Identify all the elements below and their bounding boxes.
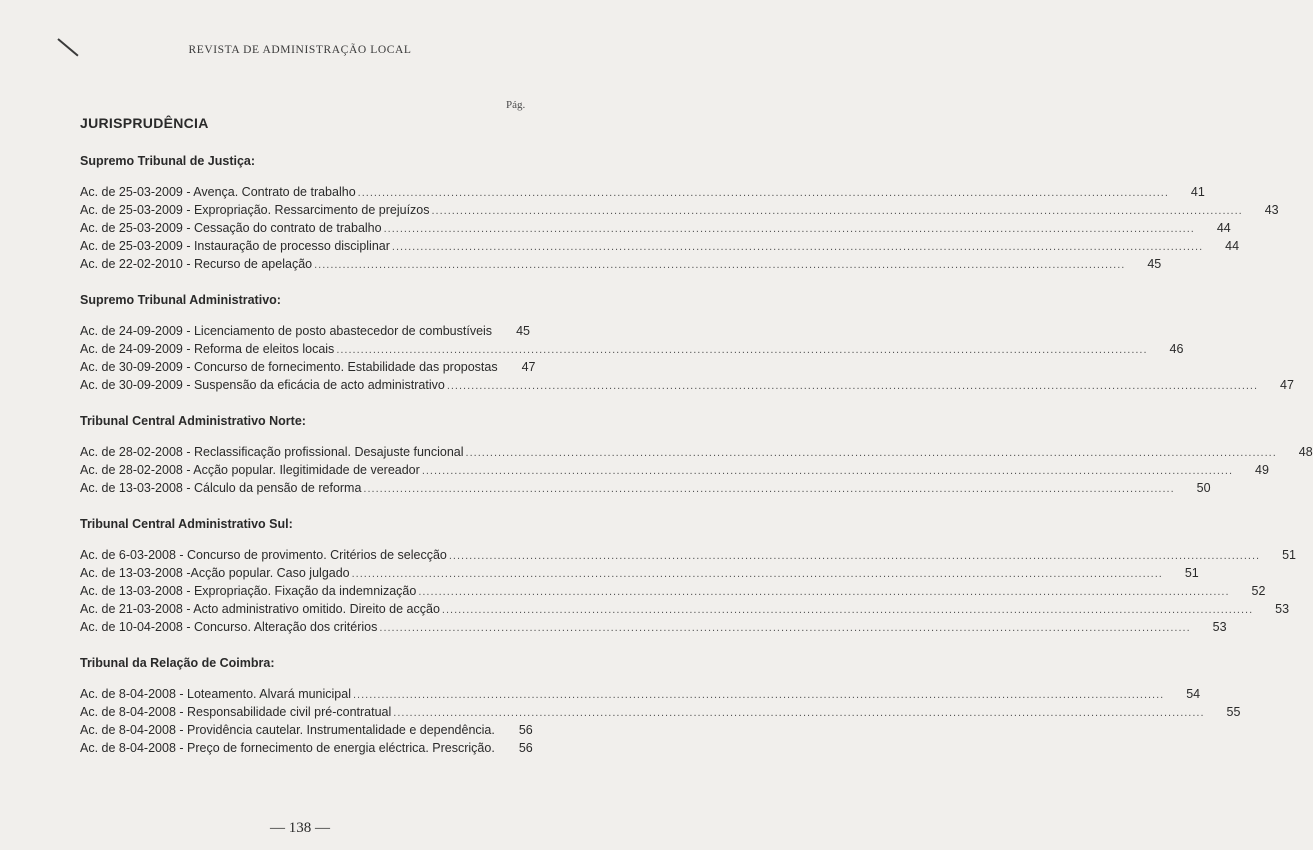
toc-entry: [80, 618, 1227, 636]
toc-entry: [80, 340, 1184, 358]
toc-entry: [80, 322, 528, 340]
dot-leader: ........................................................................................................................................................................................................: [353, 689, 1165, 701]
page-column-label: Pág.: [506, 99, 526, 111]
entry-text: Ac. de 28-02-2008 - Reclassificação profissional. Desajuste funcional: [80, 445, 464, 459]
entry-page-number: 53: [1275, 602, 1290, 616]
entry-text: Ac. de 13-03-2008 - Cálculo da pensão de reforma: [80, 481, 362, 495]
entry-page-number: 49: [1255, 463, 1269, 477]
entry-text: Ac. de 28-02-2008 - Acção popular. Ilegitimidade de vereador: [80, 463, 420, 477]
dot-leader: ........................................................................................................................................................................................................: [446, 380, 1259, 392]
court-section: [80, 515, 1296, 636]
toc-entry: [80, 546, 1296, 564]
entry-page-number: 44: [1225, 239, 1240, 253]
toc-entry: [80, 479, 1211, 497]
dot-leader: ........................................................................................................................................................................................................: [351, 568, 1163, 580]
dot-leader: ........................................................................................................................................................................................................: [431, 205, 1243, 217]
entry-page-number: 47: [1280, 378, 1294, 392]
entry-page-number: 43: [1264, 203, 1279, 217]
dot-leader: ........................................................................................................................................................................................................: [383, 223, 1195, 235]
toc-entry: [80, 685, 1201, 703]
entry-page-number: 41: [1190, 185, 1205, 199]
toc-entry: [80, 219, 1231, 237]
entry-text: Ac. de 25-03-2009 - Avença. Contrato de trabalho: [80, 185, 356, 199]
entry-page-number: 48: [1298, 445, 1313, 459]
entry-text: Ac. de 25-03-2009 - Instauração de processo disciplinar: [80, 239, 390, 253]
entry-text: Ac. de 10-04-2008 - Concurso. Alteração dos critérios: [80, 620, 378, 634]
dot-leader: ........................................................................................................................................................................................................: [448, 550, 1261, 562]
entry-page-number: 47: [521, 360, 536, 374]
entry-page-number: 56: [518, 741, 533, 755]
dot-leader: ........................................................................................................................................................................................................: [314, 259, 1126, 271]
entry-page-number: 51: [1282, 548, 1296, 562]
entry-text: Ac. de 30-09-2009 - Concurso de fornecimento. Estabilidade das propostas: [80, 360, 498, 374]
page-number: — 138 —: [270, 820, 330, 836]
running-title: REVISTA DE ADMINISTRAÇÃO LOCAL: [188, 44, 412, 56]
dot-leader: ........................................................................................................................................................................................................: [418, 586, 1230, 598]
toc-entry: [80, 376, 1294, 394]
court-title: Tribunal Central Administrativo Sul:: [80, 517, 293, 531]
entry-page-number: 45: [1147, 257, 1162, 271]
toc-entry: [80, 255, 1162, 273]
toc-entry: [80, 443, 1313, 461]
toc-entry: [80, 564, 1199, 582]
entry-text: Ac. de 25-03-2009 - Cessação do contrato de trabalho: [80, 221, 382, 235]
court-title: Supremo Tribunal de Justiça:: [80, 154, 256, 168]
court-section: [80, 152, 1279, 273]
court-title: Supremo Tribunal Administrativo:: [80, 293, 281, 307]
entry-page-number: 45: [516, 324, 530, 338]
entry-text: Ac. de 22-02-2010 - Recurso de apelação: [80, 257, 313, 271]
entry-text: Ac. de 24-09-2009 - Reforma de eleitos locais: [80, 342, 335, 356]
dot-leader: ........................................................................................................................................................................................................: [441, 604, 1254, 616]
entry-text: Ac. de 25-03-2009 - Expropriação. Ressarcimento de prejuízos: [80, 203, 430, 217]
entry-text: Ac. de 6-03-2008 - Concurso de provimento. Critérios de selecção: [80, 548, 447, 562]
entry-page-number: 55: [1226, 705, 1241, 719]
entry-text: Ac. de 21-03-2008 - Acto administrativo omitido. Direito de acção: [80, 602, 440, 616]
table-of-contents: [80, 152, 1313, 757]
toc-entry: [80, 739, 533, 757]
entry-text: Ac. de 8-04-2008 - Loteamento. Alvará municipal: [80, 687, 351, 701]
court-section: [80, 291, 1294, 394]
dot-leader: ........................................................................................................................................................................................................: [393, 707, 1205, 719]
toc-entry: [80, 201, 1279, 219]
entry-page-number: 54: [1186, 687, 1201, 701]
entry-text: Ac. de 8-04-2008 - Providência cautelar. Instrumentalidade e dependência.: [80, 723, 495, 737]
toc-entry: [80, 461, 1269, 479]
court-title: Tribunal Central Administrativo Norte:: [80, 414, 306, 428]
entry-page-number: 51: [1184, 566, 1199, 580]
section-title: JURISPRUDÊNCIA: [80, 115, 209, 131]
dot-leader: ........................................................................................................................................................................................................: [421, 465, 1234, 477]
dot-leader: ........................................................................................................................................................................................................: [363, 483, 1175, 495]
court-section: [80, 412, 1313, 497]
entry-text: Ac. de 13-03-2008 -Acção popular. Caso julgado: [80, 566, 350, 580]
toc-entry: [80, 721, 533, 739]
entry-text: Ac. de 8-04-2008 - Responsabilidade civil pré-contratual: [80, 705, 392, 719]
toc-entry: [80, 358, 536, 376]
toc-entry: [80, 600, 1290, 618]
entry-text: Ac. de 8-04-2008 - Preço de fornecimento de energia eléctrica. Prescrição.: [80, 741, 495, 755]
entry-text: Ac. de 24-09-2009 - Licenciamento de posto abastecedor de combustíveis: [80, 324, 493, 338]
entry-page-number: 50: [1196, 481, 1211, 495]
toc-entry: [80, 582, 1266, 600]
toc-entry: [80, 183, 1205, 201]
entry-page-number: 53: [1212, 620, 1227, 634]
entry-text: Ac. de 30-09-2009 - Suspensão da eficácia de acto administrativo: [80, 378, 445, 392]
dot-leader: ........................................................................................................................................................................................................: [391, 241, 1204, 253]
court-title: Tribunal da Relação de Coimbra:: [80, 656, 275, 670]
dot-leader: ........................................................................................................................................................................................................: [379, 622, 1191, 634]
dot-leader: ........................................................................................................................................................................................................: [357, 187, 1169, 199]
entry-page-number: 52: [1251, 584, 1266, 598]
entry-text: Ac. de 13-03-2008 - Expropriação. Fixação da indemnização: [80, 584, 417, 598]
entry-page-number: 44: [1216, 221, 1231, 235]
entry-page-number: 46: [1169, 342, 1184, 356]
toc-entry: [80, 237, 1240, 255]
toc-entry: [80, 703, 1241, 721]
entry-page-number: 56: [518, 723, 533, 737]
dot-leader: ........................................................................................................................................................................................................: [336, 344, 1148, 356]
court-section: [80, 654, 1241, 757]
dot-leader: ........................................................................................................................................................................................................: [465, 447, 1277, 459]
